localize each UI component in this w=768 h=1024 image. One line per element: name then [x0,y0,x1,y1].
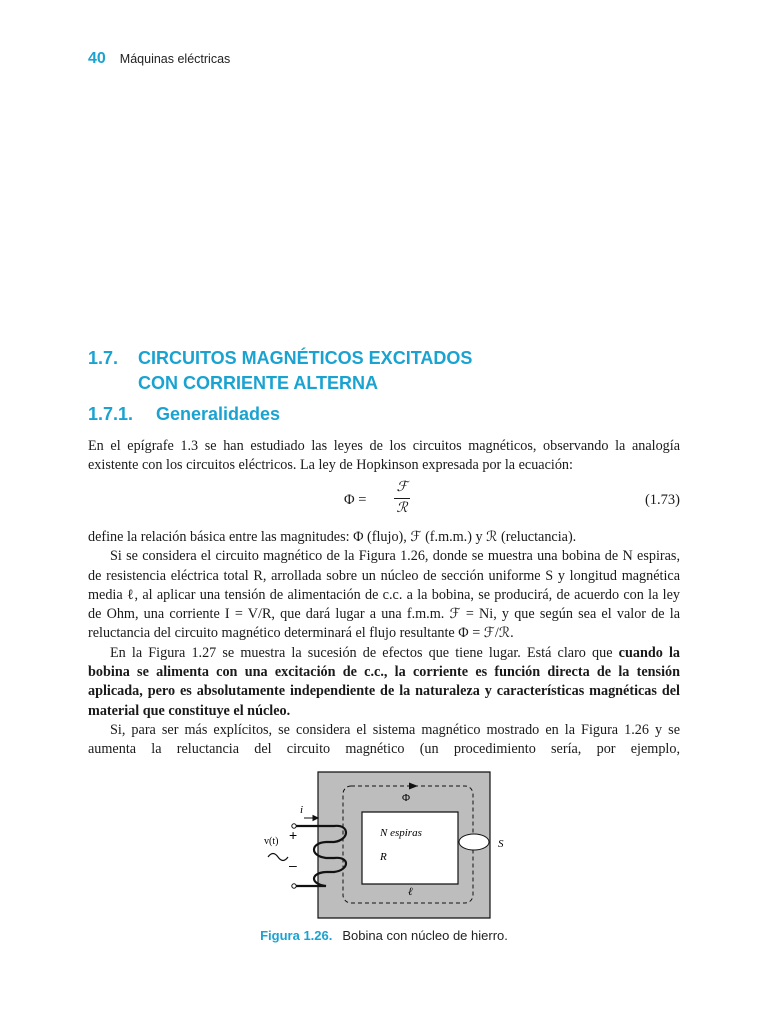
paragraph-4-normal: En la Figura 1.27 se muestra la sucesión de efectos que tiene lugar. Está claro que [110,644,619,661]
plus-sign: + [289,827,298,843]
current-label: i [300,804,304,816]
figure-1-26-diagram [258,770,520,922]
figure-caption-text: Bobina con núcleo de hierro. [342,928,508,943]
section-title-line2: CON CORRIENTE ALTERNA [138,373,378,393]
body-text [88,528,680,760]
paragraph-2: define la relación básica entre las magnitudes: Φ (flujo), ℱ (f.m.m.) y ℛ (reluctancia). [88,529,577,545]
subsection-title: Generalidades [156,404,281,424]
minus-sign: – [289,857,297,873]
figure-caption [0,928,768,943]
running-title: Máquinas eléctricas [119,52,231,66]
section-title-line1: CIRCUITOS MAGNÉTICOS EXCITADOS [138,348,473,368]
section-label: S [498,838,504,850]
page-header [88,50,230,68]
section-heading [88,346,472,396]
subsection-heading [88,404,280,425]
paragraph-5: Si, para ser más explícitos, se considera el sistema magnético mostrado en la Figura 1.26 y se aumenta la reluctancia del circuito magnético (un procedimiento sería, por ejemplo, [88,721,680,758]
figure-caption-label: Figura 1.26. [260,928,333,943]
equation-1-73 [88,480,680,520]
resistance-label: R [380,851,387,863]
cross-section-ellipse [459,834,489,850]
ac-source-symbol [268,854,288,861]
fraction-bar [394,498,410,499]
length-label: ℓ [408,886,413,898]
equation-lhs: Φ = [344,492,367,508]
equation-denominator: ℛ [396,501,408,516]
turns-label: N espiras [380,827,422,839]
paragraph-3: Si se considera el circuito magnético de la Figura 1.26, donde se muestra una bobina de N espiras, de resistencia eléctrica total R, arrollada sobre un núcleo de sección uniforme S y longitud magnética media ℓ, al aplicar una tensión de alimentación de c.c. a la bobina, se producirá, de acuerdo con la ley de Ohm, una corriente I = V/R, que dará lugar a una f.m.m. ℱ = Ni, y que según sea el valor de la reluctancia del circuito magnético determinará el flujo resultante Φ = ℱ/ℛ. [88,548,680,642]
subsection-number: 1.7.1. [88,404,134,424]
section-number: 1.7. [88,348,119,368]
paragraph-1: En el epígrafe 1.3 se han estudiado las leyes de los circuitos magnéticos, observando la analogía existente con los circuitos eléctricos. La ley de Hopkinson expresada por la ecuación: [88,438,680,474]
equation-number: (1.73) [644,492,680,508]
paragraph-4-bold: cuando la bobina se alimenta con una excitación de c.c., la corriente es función directa de la tensión aplicada, pero es absolutamente independiente de la naturaleza y características magnéticas del material que constituye el núcleo. [88,644,680,719]
current-arrow [304,816,318,821]
flux-label: Φ [402,792,411,804]
equation-numerator: ℱ [396,480,408,495]
page-number: 40 [88,50,106,67]
paragraph-4 [88,644,680,721]
terminal-bottom [292,884,296,888]
voltage-label: v(t) [264,836,279,847]
equation-fraction [394,480,410,517]
